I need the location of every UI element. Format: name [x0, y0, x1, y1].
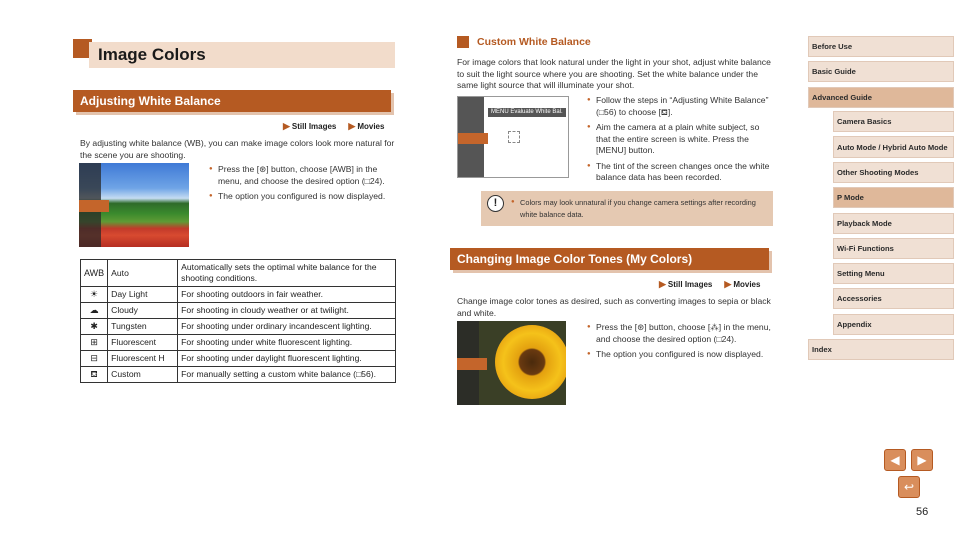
wb-name: Tungsten: [108, 319, 178, 335]
wb-options-table: [80, 259, 396, 383]
nav-setting-menu[interactable]: Setting Menu: [833, 263, 954, 284]
mode-still: Still Images: [291, 122, 337, 131]
nav-before-use[interactable]: Before Use: [808, 36, 954, 57]
sunflower-photo: [457, 321, 566, 405]
field-photo: [79, 163, 189, 247]
cloud-icon: ☁: [81, 303, 108, 319]
next-page-icon[interactable]: ▶: [911, 449, 933, 471]
nav-auto-mode[interactable]: Auto Mode / Hybrid Auto Mode: [833, 136, 954, 158]
wb-step-1: ● Press the [⊛] button, choose [AWB] in the menu, and choose the desired option (□24).: [209, 164, 395, 187]
mode-indicators: [283, 121, 384, 132]
caution-icon: !: [487, 195, 504, 212]
wb-desc: For manually setting a custom white balance (□56).: [178, 367, 396, 383]
mode-movies: Movies: [357, 122, 385, 131]
nav-basic-guide[interactable]: Basic Guide: [808, 61, 954, 82]
mode-still: Still Images: [667, 280, 713, 289]
back-icon[interactable]: ↩: [898, 476, 920, 498]
subsection-marker: [457, 36, 469, 48]
wb-name: Day Light: [108, 287, 178, 303]
play-icon: ▶: [348, 121, 356, 131]
nav-camera-basics[interactable]: Camera Basics: [833, 111, 954, 132]
nav-index[interactable]: Index: [808, 339, 954, 360]
menu-highlight: [79, 200, 109, 212]
custom-step-1: ● Follow the steps in “Adjusting White Balance” (□56) to choose [⛾].: [587, 95, 773, 118]
custom-step-3: ● The tint of the screen changes once the white balance data has been recorded.: [587, 161, 773, 184]
custom-wb-title: Custom White Balance: [477, 36, 591, 48]
caution-list: [511, 197, 761, 225]
custom-wb-icon: ⛾: [81, 367, 108, 383]
custom-wb-intro: For image colors that look natural under the light in your shot, adjust white balance to suit the light source where you are shooting. Set the white balance under the same light source that will illuminate your shot.: [457, 57, 771, 90]
nav-appendix[interactable]: Appendix: [833, 314, 954, 335]
page-number: 56: [916, 506, 929, 518]
my-colors-steps: [587, 322, 773, 365]
custom-step-2: ● Aim the camera at a plain white subject, so that the entire screen is white. Press the [MENU] button.: [587, 122, 773, 157]
caution-text: ● Colors may look unnatural if you change camera settings after recording white balance data.: [511, 197, 761, 221]
wb-desc: For shooting outdoors in fair weather.: [178, 287, 396, 303]
table-row: [81, 367, 396, 383]
wb-name: Fluorescent H: [108, 351, 178, 367]
nav-accessories[interactable]: Accessories: [833, 288, 954, 309]
my-colors-intro: Change image color tones as desired, such as converting images to sepia or black and white.: [457, 296, 771, 318]
mode-indicators: [659, 279, 760, 290]
table-row: [81, 303, 396, 319]
table-row: [81, 351, 396, 367]
fluorescent-icon: ⊞: [81, 335, 108, 351]
menu-highlight: [458, 133, 488, 144]
play-icon: ▶: [724, 279, 732, 289]
focus-frame: [508, 131, 520, 143]
menu-highlight: [457, 358, 487, 370]
wb-step-2: ● The option you configured is now displayed.: [209, 191, 395, 203]
wb-name: Custom: [108, 367, 178, 383]
wb-desc: Automatically sets the optimal white balance for the shooting conditions.: [178, 260, 396, 287]
wb-name: Fluorescent: [108, 335, 178, 351]
sunflower: [495, 325, 566, 399]
wb-desc: For shooting in cloudy weather or at twilight.: [178, 303, 396, 319]
mycolors-step-1: ● Press the [⊛] button, choose [⁂] in the menu, and choose the desired option (□24).: [587, 322, 773, 345]
wb-desc: For shooting under daylight fluorescent lighting.: [178, 351, 396, 367]
page-title: Image Colors: [98, 45, 206, 64]
wb-name: Auto: [108, 260, 178, 287]
section-adjusting-white-balance: Adjusting White Balance: [73, 90, 391, 112]
mode-movies: Movies: [733, 280, 761, 289]
wb-intro: By adjusting white balance (WB), you can make image colors look more natural for the scene you are shooting.: [80, 138, 395, 160]
table-row: [81, 260, 396, 287]
nav-advanced-guide[interactable]: Advanced Guide: [808, 87, 954, 108]
screen-label: MENU Evaluate White Bal.: [488, 108, 566, 117]
nav-playback-mode[interactable]: Playback Mode: [833, 213, 954, 234]
table-row: [81, 287, 396, 303]
wb-desc: For shooting under white fluorescent lighting.: [178, 335, 396, 351]
section-my-colors: Changing Image Color Tones (My Colors): [450, 248, 769, 270]
nav-p-mode[interactable]: P Mode: [833, 187, 954, 208]
wb-name: Cloudy: [108, 303, 178, 319]
caution-box: [481, 191, 773, 226]
bulb-icon: ✱: [81, 319, 108, 335]
mycolors-step-2: ● The option you configured is now displayed.: [587, 349, 773, 361]
table-row: [81, 335, 396, 351]
wb-desc: For shooting under ordinary incandescent lighting.: [178, 319, 396, 335]
play-icon: ▶: [659, 279, 666, 289]
fluorescent-h-icon: ⊟: [81, 351, 108, 367]
prev-page-icon[interactable]: ◀: [884, 449, 906, 471]
nav-other-shooting-modes[interactable]: Other Shooting Modes: [833, 162, 954, 183]
play-icon: ▶: [283, 121, 290, 131]
camera-screen: [457, 96, 569, 178]
auto-wb-icon: AWB: [81, 260, 108, 287]
nav-wifi-functions[interactable]: Wi-Fi Functions: [833, 238, 954, 259]
table-row: [81, 319, 396, 335]
sun-icon: ☀: [81, 287, 108, 303]
custom-wb-steps: [587, 95, 773, 188]
wb-steps: [209, 164, 395, 207]
